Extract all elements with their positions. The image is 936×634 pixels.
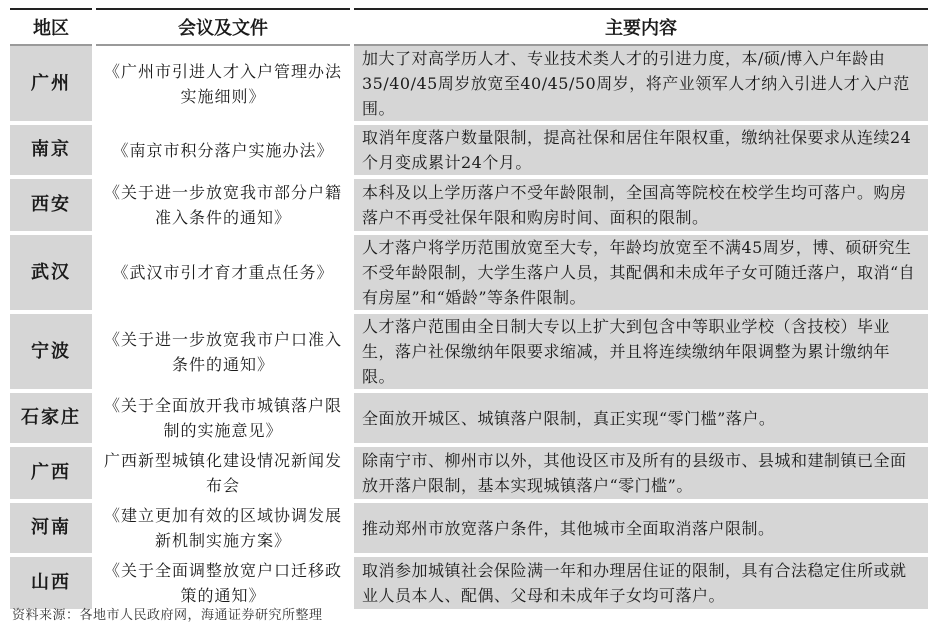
- region-cell: 山西: [10, 555, 94, 611]
- content-cell: 除南宁市、柳州市以外，其他设区市及所有的县级市、县城和建制镇已全面放开落户限制，基本实现城镇落户“零门槛”。: [352, 445, 928, 501]
- table-row: [10, 555, 928, 611]
- document-cell: 《建立更加有效的区域协调发展新机制实施方案》: [94, 501, 352, 555]
- source-note: 资料来源：各地市人民政府网，海通证券研究所整理: [12, 608, 323, 623]
- content-cell: 加大了对高学历人才、专业技术类人才的引进力度，本/硕/博入户年龄由35/40/45周岁放宽至40/45/50周岁，将产业领军人才纳入引进人才入户范围。: [352, 45, 928, 123]
- header-document: 会议及文件: [94, 9, 352, 45]
- document-cell: 《关于全面放开我市城镇落户限制的实施意见》: [94, 391, 352, 445]
- table-body: [10, 45, 928, 611]
- document-cell: 《关于全面调整放宽户口迁移政策的通知》: [94, 555, 352, 611]
- region-cell: 广州: [10, 45, 94, 123]
- region-cell: 石家庄: [10, 391, 94, 445]
- region-cell: 武汉: [10, 233, 94, 312]
- document-cell: 《武汉市引才育才重点任务》: [94, 233, 352, 312]
- document-cell: 《广州市引进人才入户管理办法实施细则》: [94, 45, 352, 123]
- table-row: [10, 233, 928, 312]
- content-cell: 全面放开城区、城镇落户限制，真正实现“零门槛”落户。: [352, 391, 928, 445]
- table-row: [10, 123, 928, 177]
- region-cell: 西安: [10, 177, 94, 233]
- region-cell: 广西: [10, 445, 94, 501]
- document-cell: 《关于进一步放宽我市户口准入条件的通知》: [94, 312, 352, 391]
- table-row: [10, 45, 928, 123]
- region-cell: 河南: [10, 501, 94, 555]
- document-cell: 《南京市积分落户实施办法》: [94, 123, 352, 177]
- table-row: [10, 177, 928, 233]
- header-row: [10, 9, 928, 45]
- content-cell: 取消年度落户数量限制，提高社保和居住年限权重，缴纳社保要求从连续24个月变成累计24个月。: [352, 123, 928, 177]
- table-row: [10, 501, 928, 555]
- document-cell: 《关于进一步放宽我市部分户籍准入条件的通知》: [94, 177, 352, 233]
- header-region: 地区: [10, 9, 94, 45]
- region-cell: 南京: [10, 123, 94, 177]
- table-row: [10, 391, 928, 445]
- region-cell: 宁波: [10, 312, 94, 391]
- table-header: [10, 9, 928, 45]
- table-row: [10, 312, 928, 391]
- content-cell: 人才落户将学历范围放宽至大专，年龄均放宽至不满45周岁，博、硕研究生不受年龄限制，大学生落户人员，其配偶和未成年子女可随迁落户，取消“自有房屋”和“婚龄”等条件限制。: [352, 233, 928, 312]
- table-row: [10, 445, 928, 501]
- policy-table: [10, 8, 928, 613]
- content-cell: 推动郑州市放宽落户条件，其他城市全面取消落户限制。: [352, 501, 928, 555]
- content-cell: 取消参加城镇社会保险满一年和办理居住证的限制，具有合法稳定住所或就业人员本人、配偶、父母和未成年子女均可落户。: [352, 555, 928, 611]
- content-cell: 人才落户范围由全日制大专以上扩大到包含中等职业学校（含技校）毕业生，落户社保缴纳年限要求缩减，并且将连续缴纳年限调整为累计缴纳年限。: [352, 312, 928, 391]
- content-cell: 本科及以上学历落户不受年龄限制，全国高等院校在校学生均可落户。购房落户不再受社保年限和购房时间、面积的限制。: [352, 177, 928, 233]
- header-content: 主要内容: [352, 9, 928, 45]
- document-cell: 广西新型城镇化建设情况新闻发布会: [94, 445, 352, 501]
